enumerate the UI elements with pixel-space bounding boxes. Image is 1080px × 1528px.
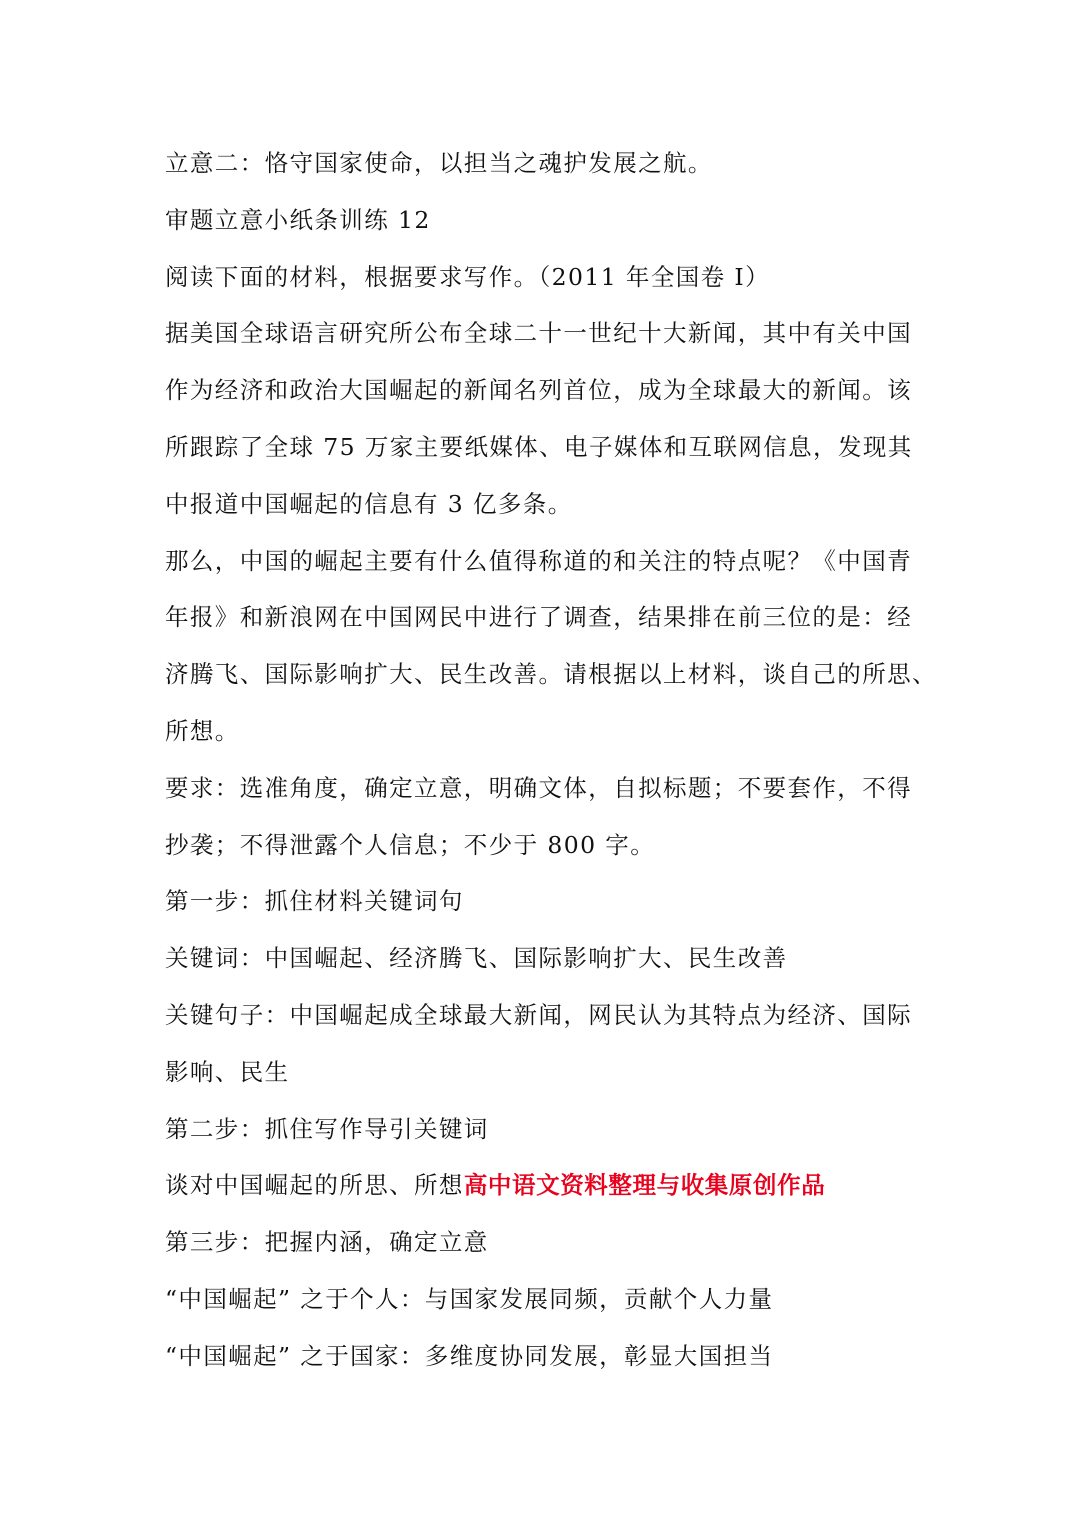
text-line-17: 影响、民生	[165, 1057, 290, 1086]
text-line-5: 作为经济和政治大国崛起的新闻名列首位，成为全球最大的新闻。该	[165, 376, 912, 405]
document-body	[165, 135, 937, 1385]
text-line-2: 审题立意小纸条训练 12	[165, 205, 431, 234]
text-line-14: 第一步：抓住材料关键词句	[165, 887, 464, 916]
text-line-11: 所想。	[165, 716, 240, 745]
text-line-19-text: 谈对中国崛起的所思、所想	[165, 1171, 464, 1200]
text-line-7: 中报道中国崛起的信息有 3 亿多条。	[165, 489, 573, 518]
text-line-3: 阅读下面的材料，根据要求写作。（2011 年全国卷 Ⅰ）	[165, 262, 770, 291]
text-line-4: 据美国全球语言研究所公布全球二十一世纪十大新闻，其中有关中国	[165, 319, 912, 348]
text-line-1: 立意二：恪守国家使命，以担当之魂护发展之航。	[165, 149, 713, 177]
text-line-15: 关键词：中国崛起、经济腾飞、国际影响扩大、民生改善	[165, 944, 788, 973]
text-line-12: 要求：选准角度，确定立意，明确文体，自拟标题；不要套作，不得	[165, 773, 912, 802]
text-line-9: 年报》和新浪网在中国网民中进行了调查，结果排在前三位的是：经	[165, 603, 912, 632]
text-line-18: 第二步：抓住写作导引关键词	[165, 1114, 489, 1143]
text-line-6: 所跟踪了全球 75 万家主要纸媒体、电子媒体和互联网信息，发现其	[165, 432, 913, 461]
text-line-22: “中国崛起” 之于国家：多维度协同发展，彰显大国担当	[165, 1341, 774, 1370]
text-line-21: “中国崛起” 之于个人：与国家发展同频，贡献个人力量	[165, 1284, 774, 1313]
text-line-13: 抄袭；不得泄露个人信息；不少于 800 字。	[165, 830, 656, 859]
text-line-16: 关键句子：中国崛起成全球最大新闻，网民认为其特点为经济、国际	[165, 1000, 912, 1029]
text-line-20: 第三步：把握内涵，确定立意	[165, 1228, 489, 1257]
text-line-8: 那么，中国的崛起主要有什么值得称道的和关注的特点呢？《中国青	[165, 546, 912, 575]
watermark-text: 高中语文资料整理与收集原创作品	[463, 1171, 826, 1200]
text-line-19	[165, 1157, 925, 1214]
text-line-10: 济腾飞、国际影响扩大、民生改善。请根据以上材料，谈自己的所思、	[165, 660, 937, 689]
